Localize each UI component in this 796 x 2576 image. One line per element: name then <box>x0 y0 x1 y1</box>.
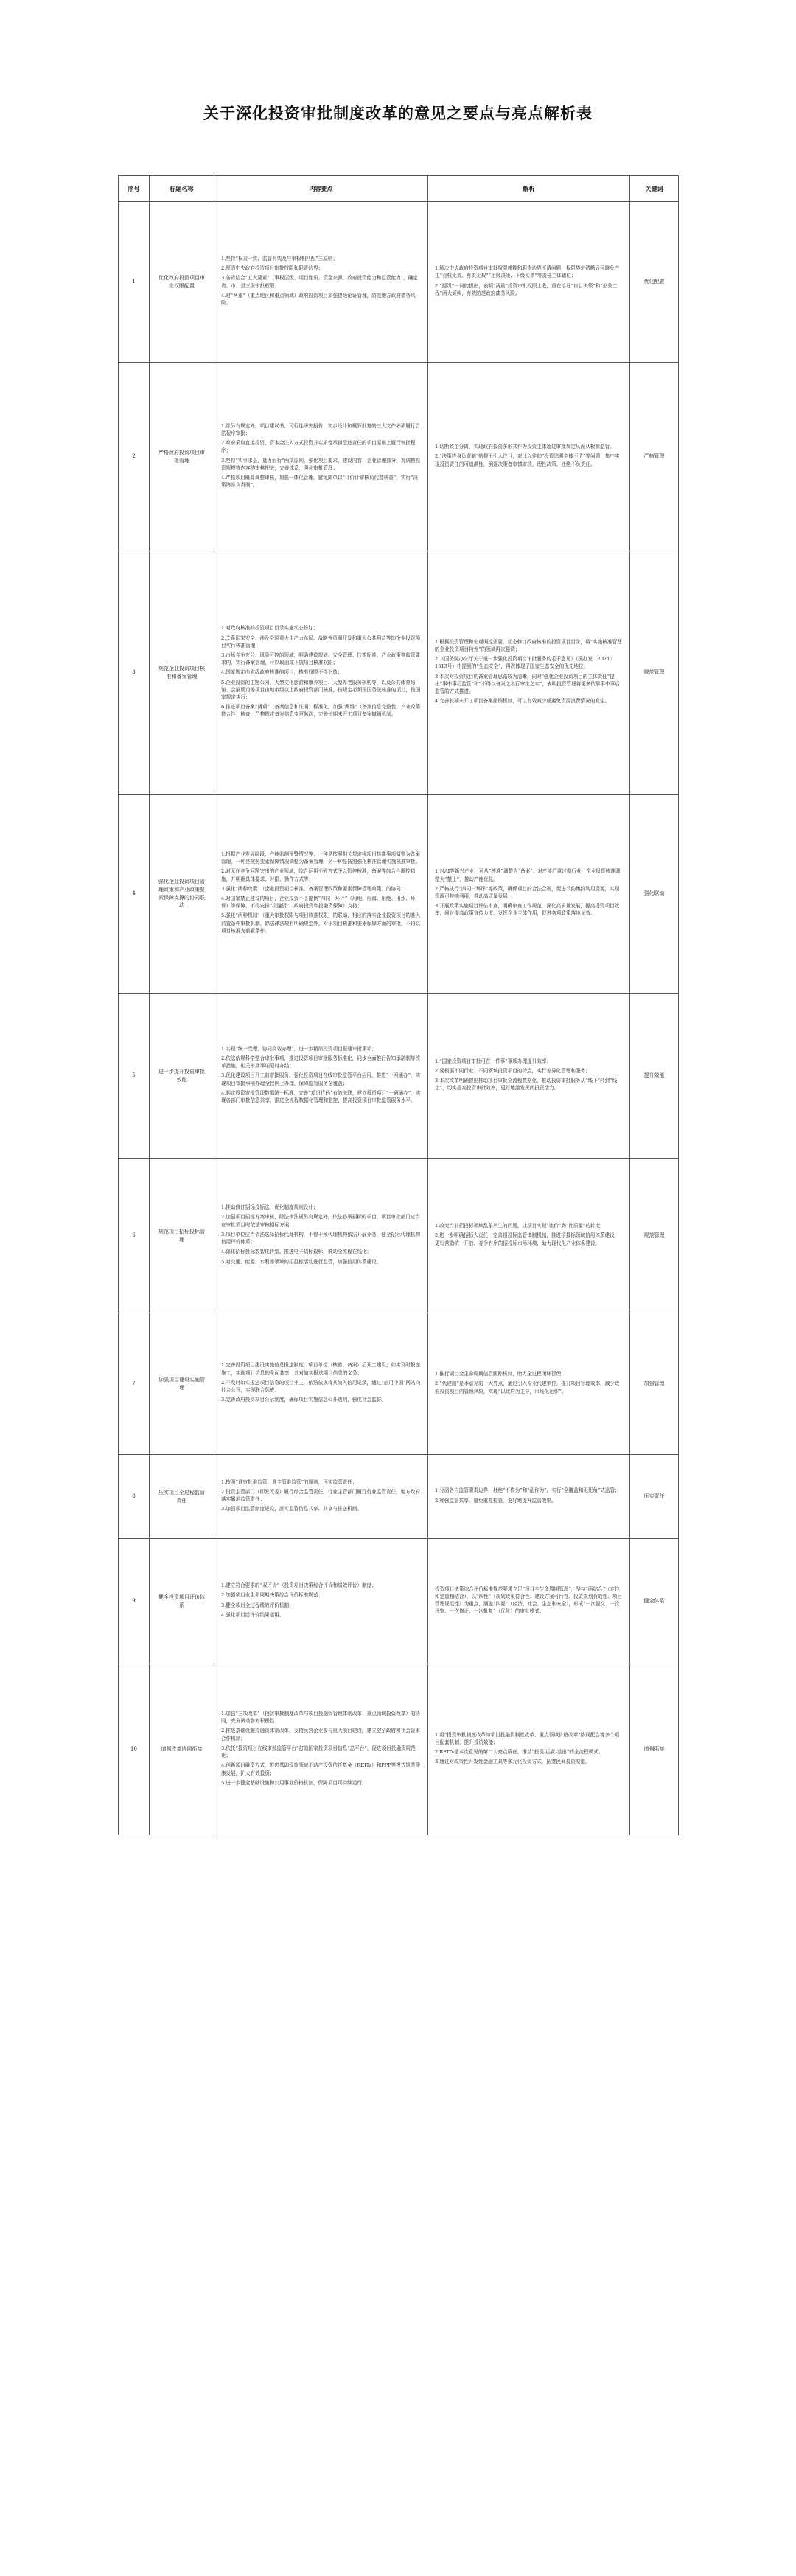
page-title: 关于深化投资审批制度改革的意见之要点与亮点解析表 <box>203 104 593 122</box>
content-point: 1.根据产业发展阶段、产能监测预警情况等，一种是按照相关规定将项目核准事项调整为备案管理，一种是按照要素保障情况调整为备案管理，另一种是按照强化核准管理实施核准审批。 <box>221 851 421 865</box>
row-number: 7 <box>119 1313 150 1455</box>
table-row <box>119 795 679 994</box>
content-point: 2.加强项目全生命周期决策综合评价标准规范； <box>221 1592 324 1599</box>
row-analysis <box>428 202 630 363</box>
table-row <box>119 1159 679 1313</box>
content-point: 4.对国家禁止建设的项目，企业投资不予提供“四同一环评”（用地、用海、用能、用水、环评）等保障，不得安排“投融资”（政府投资和投融资保障）支持； <box>221 896 416 910</box>
table-body <box>119 202 679 1835</box>
row-keyword: 健全体系 <box>630 1539 679 1664</box>
row-number: 4 <box>119 795 150 994</box>
row-topic: 规范企业投资项目核准和备案管理 <box>150 551 214 795</box>
analysis-point: 2.要根据不同行业、不同领域投资项目的特点，实行差异化管理和服务； <box>435 1067 590 1074</box>
analysis-point: 1.将“投资审批制度改革与项目投融资制度改革、重点领域价格改革”协同配合等多个项目配套机制，提升投资效能； <box>435 1731 620 1745</box>
row-content <box>214 994 428 1159</box>
content-point: 3.依托“投资项目在线审批监管平台”打造国家投资项目信息“总平台”，促进项目投融资规范化； <box>221 1745 416 1759</box>
row-analysis <box>428 795 630 994</box>
content-point: 2.推进基础设施投融资体制改革，支持民营企业参与重大项目建设，建立健全政府和社会资本合作机制； <box>221 1728 421 1742</box>
analysis-point: 3.通过对政策性开发性金融工具等多元化投资方式，拓宽民间投资渠道。 <box>435 1759 590 1765</box>
header-keyword: 关键词 <box>630 176 679 202</box>
content-point: 2.对无序竞争问题突出的产业领域，综合运用不同方式予以暂停核准，备案等综合性调控措施，并明确具体要求、时限、操作方式等； <box>221 868 416 882</box>
content-point: 2.不及时如实报送项目信息的项目业主，依法依规将其纳入信用记录，通过“信用中国”网站向社会公开，实现联合惩戒； <box>221 1379 421 1394</box>
content-point: 3.项目单位应当依法选择招标代理机构，不得干预代理机构依法开展业务，健全招标代理机构信用评价体系； <box>221 1231 421 1246</box>
row-analysis <box>428 1539 630 1664</box>
table-row <box>119 202 679 363</box>
row-topic: 增强改革协同衔接 <box>150 1664 214 1835</box>
analysis-point: 1.解决中央政府投资项目审批权限模糊和职责边界不清问题，权限界定清晰后可避免产生“有权无责、有责无权”“上级决策、下级买单”等责任主体错位； <box>435 265 620 279</box>
row-number: 8 <box>119 1455 150 1539</box>
analysis-point: 2.进一步明确招标人责任，完善招投标监管体制机制，推进招投标领域信用体系建设，更好营造统一开放、竞争有序的招投标市场环境，助力现代化产业体系建设。 <box>435 1232 620 1246</box>
content-point: 4.深化招标投标数智化转型，推进电子招标投标，推动全流程在线化； <box>221 1249 372 1255</box>
content-point: 4.制定投资审批管理数据统一标准，完善“项目代码”有效关联，建立投资项目“一码通办”，实现各部门审批信息共享，推进全流程数据化管理和监控，提高投资项目审批监管服务水平。 <box>221 1089 421 1104</box>
row-topic: 规范项目招标投标管理 <box>150 1159 214 1313</box>
content-point: 4.国家规定由省级政府核准的项目，核准权限不得下放； <box>221 669 343 676</box>
row-keyword: 强化联动 <box>630 795 679 994</box>
row-keyword: 规范管理 <box>630 551 679 795</box>
row-analysis <box>428 994 630 1159</box>
analysis-table <box>118 175 679 1835</box>
row-topic: 严格政府投资项目审批管理 <box>150 363 214 551</box>
table-row <box>119 994 679 1159</box>
row-analysis <box>428 551 630 795</box>
content-point: 2.依法依规科学整合审批事项，推进投资项目审批服务标准化，同步全面推行告知承诺制等改革措施，相关审批事项限时办结； <box>221 1055 421 1069</box>
row-content <box>214 1455 428 1539</box>
content-point: 2.关系国家安全、涉及全国重大生产力布局、战略性资源开发和重大公共利益等的企业投资项目实行核准管理； <box>221 635 421 649</box>
table-row <box>119 1539 679 1664</box>
content-point: 3.坚持“实事求是、量力而行”两项原则，强化项目要求，建设内容、企业管理部分，对调整投资规模等内容的审核把关，完善体系，强化审批管理； <box>221 457 421 471</box>
analysis-point: 2.“决策终身负责制”的提出引人注目，对比以往的“投资追溯主体不清”等问题，集中实现投资责任的可追溯性，倒逼决策者审慎审核，理性决策，杜绝不负责任。 <box>435 453 620 467</box>
content-point: 1.建立符合要求的“双评价”（投资项目决策综合评价和绩效评价）制度； <box>221 1582 377 1589</box>
row-keyword: 增强衔接 <box>630 1664 679 1835</box>
header-no: 序号 <box>119 176 150 202</box>
content-point: 3.健全项目全过程绩效评价机制； <box>221 1602 294 1608</box>
analysis-point: 2.《国务院办公厅关于进一步强化投资项目审批服务的若干意见》（国办发〔2021〕1613号）中提到的“生态安全”，再次体现了国家生态安全的优先地位； <box>435 656 615 670</box>
analysis-point: 投资项目决策综合评价标准规范要求立足“项目全生命周期管理”，坚持“两结合”（定性和定量相结合），以“四性”（规划政策符合性、建设方案可行性、投资规划有效性、项目管理规范性）为重点，涵盖“四要”（经济、社会、生态和安全），形成“一次提交、一次评审、一次修正、一次批复”（优化）的审批模式。 <box>435 1585 623 1615</box>
content-point: 2.厘清中央政府投资项目审批权限和职责边界； <box>221 265 324 272</box>
analysis-point: 2.严格执行“四同一环评”等政策，确保项目的合法合规，促进节约集约利用资源，实现资源可持续利用，推动高质量发展； <box>435 885 620 899</box>
row-number: 9 <box>119 1539 150 1664</box>
content-point: 3.优化建设项目开工前审批服务，强化投资项目在线审批监管平台应用，推进“一网通办”，实现项目审批事项办理全程网上办理，保障监管服务全覆盖； <box>221 1072 421 1086</box>
content-point: 3.市场竞争充分、风险可控的领域，明确建设规划、安全管理、技术标准、产业政策等监管要求的，实行备案管理，可以取消或下放项目核准权限； <box>221 652 421 666</box>
content-point: 1.加强“三项改革”（投资审批制度改革与项目投融资管理体制改革、重点领域投资改革）的协同，充分调动各方积极性； <box>221 1711 421 1725</box>
row-number: 10 <box>119 1664 150 1835</box>
row-keyword: 提升效能 <box>630 994 679 1159</box>
content-point: 1.对政府核准的投资项目目录实施动态修订； <box>221 625 318 632</box>
content-point: 3.强化“两种政策”（企业投资项目核准、备案管理政策和要素保障管理政策）的协同； <box>221 885 406 892</box>
row-keyword: 优化配置 <box>630 202 679 363</box>
content-point: 1.实现“统一受理、协同高效办理”，进一步精简投资项目报建审批事项； <box>221 1045 377 1052</box>
content-point: 1.除另有规定外，项目建议书、可行性研究报告、初步设计和概算批复的三大文件必须履行合法程序审批； <box>221 422 421 436</box>
analysis-point: 2.“提级”一词的提出，表明“两重”投资审批权限上收，重在治理“盲目决策”和“形象工程”两大顽疾，有效防范政府债务风险。 <box>435 282 618 296</box>
table-row <box>119 1455 679 1539</box>
content-point: 5.强化“两种机制”（重大审批权限与项目核准权限）的联动，相应的落实企业投资项目的准入前置条件审批机制，除法律法规有明确规定外，对于项目核准和要素保障方面的审批，不得以项目核准为前置条件。 <box>221 912 421 934</box>
content-point: 4.严格项目概算调整审核，加强一体化管理，避免简单以“计价计审核员代替核查”，实行“决策终身负责制”。 <box>221 474 418 489</box>
table-row <box>119 1313 679 1455</box>
row-content <box>214 363 428 551</box>
content-point: 2.政府采取直接投资、资本金注入方式投资并实质性承担偿还责任的项目原则上履行审批程序； <box>221 440 416 454</box>
row-topic: 强化企业投资项目管理政策和产业政策要素保障支撑的协同联动 <box>150 795 214 994</box>
row-analysis <box>428 1455 630 1539</box>
analysis-point: 1.改变当前招投标领域乱象丛生的问题，让项目实现“比价”到“比质量”的转变； <box>435 1223 605 1229</box>
analysis-point: 2.“代建制”是本意见的一大亮点，通过引入专业代建单位，提升项目管理效率，减少政府投资项目的管理风险，实现“以政府为主导，市场化运作”。 <box>435 1381 620 1395</box>
row-topic: 优化政府投资项目审批权限配置 <box>150 202 214 363</box>
row-number: 5 <box>119 994 150 1159</box>
content-point: 2.加强项目招标方案审核，除法律法规另有规定外，依法必须招标的项目，项目审批部门应当在审批项目时依法审核招标方案； <box>221 1214 421 1228</box>
row-analysis <box>428 1159 630 1313</box>
content-point: 4.强化项目后评价结果运用。 <box>221 1611 284 1618</box>
content-point: 1.推动修订招标投标法，优化制度规则设计； <box>221 1204 318 1211</box>
row-keyword: 加强管理 <box>630 1313 679 1455</box>
content-point: 4.创新项目融资方式，推进基础设施领域不动产投资信托基金（REITs）和PPP等模式规范健康发展，扩大有效投资； <box>221 1762 421 1776</box>
table-header-row <box>119 176 679 202</box>
row-number: 6 <box>119 1159 150 1313</box>
row-keyword: 压实责任 <box>630 1455 679 1539</box>
row-content <box>214 1539 428 1664</box>
row-topic: 健全投资项目评价体系 <box>150 1539 214 1664</box>
table-row <box>119 551 679 795</box>
row-topic: 压实项目全过程监管责任 <box>150 1455 214 1539</box>
analysis-point: 3.开展政策实施项目评估审查，明确审查工作规范，深化高质量发展，提高投资项目效率，同时提高政策宣传力度，发挥企业主体作用，促进各项政策落地见效。 <box>435 903 620 917</box>
row-content <box>214 551 428 795</box>
content-point: 4.对“两重”（重点地区和重点领域）政府投资项目加强提级论证管理，防范地方政府债务风险。 <box>221 292 416 306</box>
content-point: 1.按照“谁审批谁监管、谁主管谁监管”的原则，压实监管责任； <box>221 1479 357 1485</box>
header-topic: 标题名称 <box>150 176 214 202</box>
row-keyword: 严格管理 <box>630 363 679 551</box>
row-content <box>214 1664 428 1835</box>
content-point: 3.各省结合“五大要素”（事权层级、项目性质、资金来源、政府投资能力和监管能力），确定省、市、县三级审批权限； <box>221 275 418 289</box>
row-content <box>214 795 428 994</box>
row-topic: 进一步提升投资审批效能 <box>150 994 214 1159</box>
analysis-point: 1.推行项目全生命周期信息跟踪机制，助力全过程闭环管理； <box>435 1371 566 1378</box>
header-analysis: 解析 <box>428 176 630 202</box>
analysis-point: 3.本次改革明确提出推动项目审批全流程数据化，推动投资审批服务从“线下”转到“线上”，切实提高投资审批效率，更好地激发民间投资活力。 <box>435 1078 618 1092</box>
content-point: 1.坚持“权责一致、监管有效及与事权相匹配”三原则； <box>221 255 338 262</box>
row-analysis <box>428 1313 630 1455</box>
analysis-point: 1.“国家投资项目审批可在一件事”事项办理提升效率； <box>435 1058 552 1064</box>
analysis-point: 1.对AI等新兴产业，可从“核准”调整为“备案”；对产能严重过剩行业，企业投资核准调整为“禁止”，推动产能优化。 <box>435 868 621 882</box>
row-keyword: 规范管理 <box>630 1159 679 1313</box>
content-point: 2.投资主管部门（即发改委）履行综合监管责任，行业主管部门履行行业监管责任，地方政府落实属地监管责任； <box>221 1488 421 1502</box>
content-point: 5.对交通、能源、水利等领域的招投标活动进行监管，加强信用体系建设。 <box>221 1258 382 1265</box>
content-point: 3.完善政府投资项目公示制度，确保项目实施信息公开透明，强化社会监督。 <box>221 1397 386 1403</box>
row-number: 1 <box>119 202 150 363</box>
content-point: 3.加强项目监管制度建设，落实监管信息共享、共享与推送机制。 <box>221 1506 362 1512</box>
row-number: 2 <box>119 363 150 551</box>
content-point: 5.企业投资的主题公园、大型文化旅游和康养项目、大型养老服务机构等，以及公共体育场馆、会展场馆等项目由地市级以上政府投资部门核准，按规定必须报国务院核准的项目，按国家规定执行； <box>221 679 421 701</box>
row-number: 3 <box>119 551 150 795</box>
row-analysis <box>428 1664 630 1835</box>
content-point: 6.推进项目备案“两项”（备案信息和证明）标准化，加强“两维”（备案信息完整性、产业政策符合性）核查，严格规定备案信息变更频次，完善长期未开工项目备案撤销机制。 <box>221 704 421 718</box>
analysis-point: 1.分清各自监管职责边界，杜绝“不作为”和“乱作为”，实行“全覆盖和无死角”式监管； <box>435 1487 620 1494</box>
row-analysis <box>428 363 630 551</box>
row-topic: 加强项目建设实施管理 <box>150 1313 214 1455</box>
table-row <box>119 363 679 551</box>
analysis-point: 1.根据投资管理和宏观调控需要，动态修订政府核准的投资项目目录，将“实施核准管理的企业投资项目特性”的领域再次强调； <box>435 638 622 652</box>
analysis-point: 2.加强监管共享，避免重复检查，更好地提升监管效果。 <box>435 1497 556 1504</box>
analysis-point: 4.完善长期未开工项目备案撤销机制，可以有效减少或避免资源浪费情况的发生。 <box>435 698 610 705</box>
row-content <box>214 1313 428 1455</box>
analysis-point: 2.REITs是本次意见的第二大亮点所在，推动“投资-运营-退出”的全流程模式； <box>435 1749 604 1755</box>
row-content <box>214 1159 428 1313</box>
header-content: 内容要点 <box>214 176 428 202</box>
content-point: 5.进一步健全基础设施和公用事业价格机制，保障项目可持续运行。 <box>221 1779 367 1786</box>
content-point: 1.完善投资项目建设实施信息报送制度，项目单位（核准、备案）后开工建设，如实及时报送施工，实现项目信息的全面共享，并对如实报送项目信息的义务； <box>221 1362 421 1376</box>
table-row <box>119 1664 679 1835</box>
row-content <box>214 202 428 363</box>
analysis-point: 3.本次对投资项目的备案管理思路较为清晰，同时“强化企业投资项目的主体责任”提出“事中事后监管”和“不得以备案之名行审批之实”，表明投资管理将更多依靠事中事后监管的方式推进。 <box>435 673 620 694</box>
analysis-point: 1.切断政企分离，实现政府投资多形式作为投资主体超过审批规定从而从根源监管。 <box>435 444 615 450</box>
